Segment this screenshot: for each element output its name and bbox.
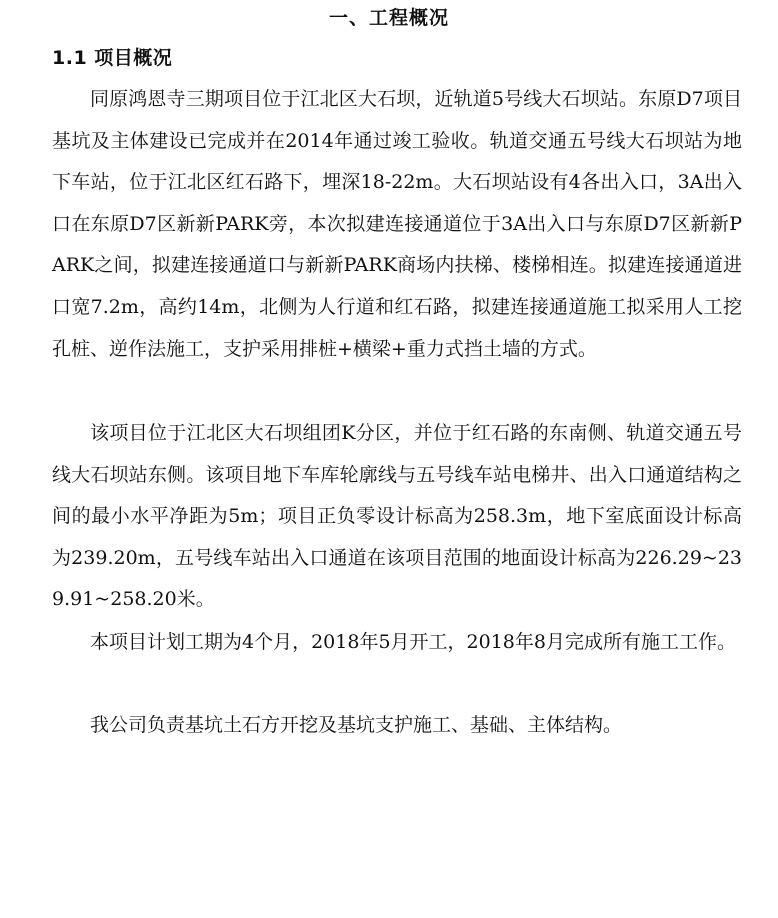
paragraph-project-location: 同原鸿恩寺三期项目位于江北区大石坝，近轨道5号线大石坝站。东原D7项目基坑及主体建设已完成并在2014年通过竣工验收。轨道交通五号线大石坝站为地下车站，位于江北区红石路下，埋深18-22m。大石坝站设有4各出入口，3A出入口在东原D7区新新PARK旁，本次拟建连接通道位于3A出入口与东原D7区新新PARK之间，拟建连接通道口与新新PARK商场内扶梯、楼梯相连。拟建连接通道进口宽7.2m，高约14m，北侧为人行道和红石路，拟建连接通道施工拟采用人工挖孔桩、逆作法施工，支护采用排桩+横梁+重力式挡土墙的方式。 (52, 88, 742, 360)
paragraph-project-site: 该项目位于江北区大石坝组团K分区，并位于红石路的东南侧、轨道交通五号线大石坝站东侧。该项目地下车库轮廓线与五号线车站电梯井、出入口通道结构之间的最小水平净距为5m；项目正负零设计标高为258.3m，地下室底面设计标高为239.20m，五号线车站出入口通道在该项目范围的地面设计标高为226.29~239.91~258.20米。 (52, 422, 742, 611)
paragraph-schedule: 本项目计划工期为4个月，2018年5月开工，2018年8月完成所有施工工作。 (90, 631, 736, 653)
chapter-title: 一、工程概况 (328, 7, 449, 29)
paragraph-scope: 我公司负责基坑土石方开挖及基坑支护施工、基础、主体结构。 (90, 714, 623, 736)
section-title: 1.1 项目概况 (52, 47, 173, 69)
